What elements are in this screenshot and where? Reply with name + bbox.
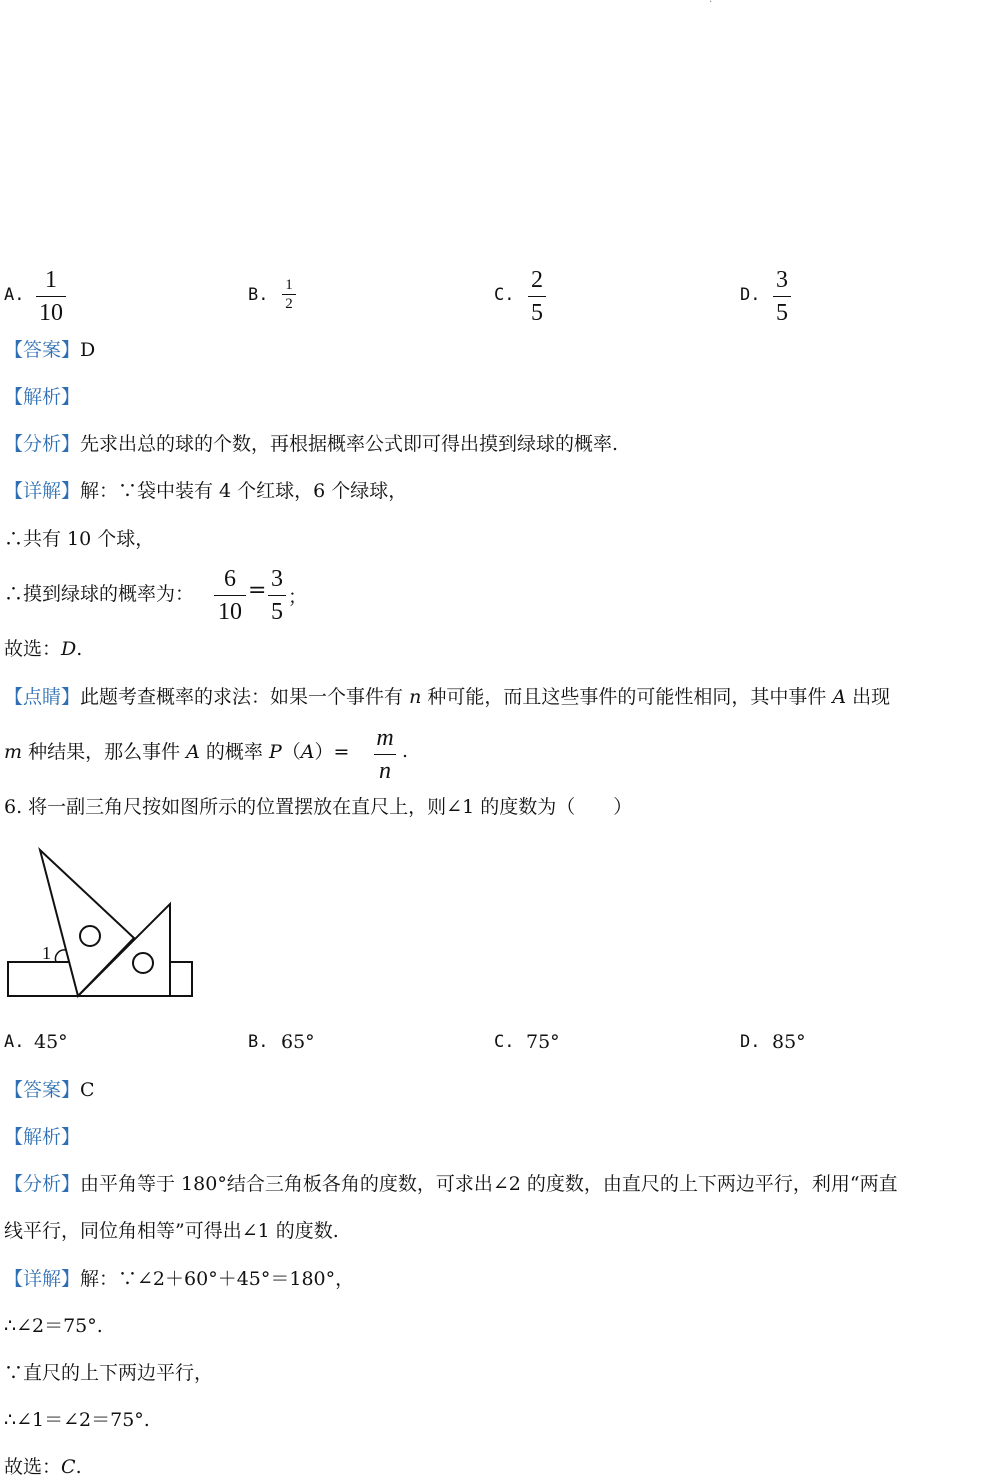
q5-step2-fraction2 (268, 565, 286, 626)
q6-option-a-label: A. (4, 1032, 25, 1052)
dianjing-text-a: 此题考查概率的求法：如果一个事件有 (80, 686, 410, 708)
step2-prefix: ∴摸到绿球的概率为： (4, 583, 195, 605)
dianjing2-text-b: 的概率 (199, 741, 269, 763)
q5-choose-line (4, 637, 82, 661)
q5-option-b-label: B. (248, 285, 269, 305)
fraction-numerator: 6 (224, 566, 236, 592)
fraction-numerator: 1 (45, 267, 57, 293)
q6-fenxi-line2: 线平行，同位角相等”可得出∠1 的度数. (4, 1220, 339, 1242)
fraction-denominator: 2 (285, 296, 293, 312)
q5-step1: ∴共有 10 个球， (4, 528, 155, 550)
fenxi-tag: 【分析】 (4, 1173, 81, 1195)
q6-xiangjie-line (4, 1267, 354, 1291)
q6-fenxi-line1 (4, 1172, 898, 1196)
dianjing2-P: P (268, 741, 282, 763)
choose-prefix: 故选： (4, 638, 62, 660)
fraction-bar (214, 595, 246, 596)
q5-xiangjie-line (4, 479, 407, 503)
dianjing-text-b: 种可能，而且这些事件的可能性相同，其中事件 (421, 686, 833, 708)
q5-option-d-label: D. (740, 285, 761, 305)
xiangjie-text: 解：∵∠2＋60°＋45°＝180°， (80, 1268, 355, 1290)
dianjing2-text-d: ）= (314, 741, 350, 763)
q5-step2-suffix: ； (288, 586, 308, 608)
choose-value: D (61, 638, 77, 660)
dianjing-tag: 【点睛】 (4, 686, 81, 708)
fraction-denominator: 5 (531, 300, 543, 326)
q6-choose-line (4, 1455, 82, 1479)
fraction-bar (374, 754, 396, 755)
q5-step2 (4, 582, 194, 606)
q6-step1: ∴∠2＝75°. (4, 1315, 103, 1337)
dianjing2-text-c: （ (281, 741, 301, 763)
q5-answer-line (4, 338, 95, 362)
q5-dianjing-line (4, 685, 890, 709)
q5-option-c-label: C. (494, 285, 515, 305)
choose-suffix: . (76, 638, 83, 660)
q5-fenxi-line (4, 432, 618, 456)
answer-tag: 【答案】 (4, 1079, 81, 1101)
fraction-denominator: 10 (39, 300, 63, 326)
q5-option-b-fraction (282, 277, 296, 312)
q5-option-a-fraction (36, 266, 66, 327)
choose-suffix: . (75, 1456, 82, 1478)
fraction-bar (528, 296, 546, 297)
fraction-denominator: 10 (218, 599, 242, 625)
q5-dianjing-line2 (4, 740, 349, 764)
dianjing-n: n (409, 686, 422, 708)
fraction-denominator: 5 (776, 300, 788, 326)
fraction-numerator: m (376, 725, 394, 751)
q6-answer-line (4, 1078, 95, 1102)
choose-value: C (61, 1456, 76, 1478)
fraction-bar (36, 296, 66, 297)
q6-option-c-value: 75° (526, 1031, 560, 1053)
fenxi-text1: 由平角等于 180°结合三角板各角的度数，可求出∠2 的度数，由直尺的上下两边平行，利用“两直 (80, 1173, 898, 1195)
fraction-numerator: 1 (285, 277, 293, 293)
q6-figure-triangles-ruler (6, 846, 198, 1002)
dianjing-A: A (832, 686, 847, 708)
dianjing2-A: A (186, 741, 200, 763)
fraction-bar (282, 294, 296, 295)
choose-prefix: 故选： (4, 1456, 62, 1478)
answer-value: C (80, 1079, 95, 1101)
fraction-numerator: 3 (271, 566, 283, 592)
dianjing2-text-a: 种结果，那么事件 (22, 741, 187, 763)
fraction-numerator: 2 (531, 267, 543, 293)
fraction-denominator: n (379, 758, 391, 784)
q5-dianjing-fraction (374, 724, 396, 785)
dianjing2-m: m (4, 741, 23, 763)
q5-dianjing-end: . (402, 740, 409, 762)
xiangjie-text: 解：∵袋中装有 4 个红球，6 个绿球， (80, 480, 408, 502)
q6-step2: ∵直尺的上下两边平行， (4, 1362, 214, 1384)
q6-option-d-value: 85° (772, 1031, 806, 1053)
xiangjie-tag: 【详解】 (4, 480, 81, 502)
fenxi-text: 先求出总的球的个数，再根据概率公式即可得出摸到绿球的概率. (80, 433, 619, 455)
q6-option-d-label: D. (740, 1032, 761, 1052)
dianjing2-A2: A (300, 741, 315, 763)
q5-option-a-label: A. (4, 285, 25, 305)
angle-1-arc (55, 950, 66, 962)
fraction-bar (268, 595, 286, 596)
fraction-denominator: 5 (271, 599, 283, 625)
q5-option-c-fraction (528, 266, 546, 327)
q6-option-b-label: B. (248, 1032, 269, 1052)
angle-1-label: 1 (42, 943, 51, 963)
answer-value: D (80, 339, 96, 361)
answer-tag: 【答案】 (4, 339, 81, 361)
fraction-numerator: 3 (776, 267, 788, 293)
q5-analysis-tag: 【解析】 (4, 386, 81, 408)
q5-step2-equals: = (248, 578, 267, 603)
q6-step3: ∴∠1＝∠2＝75°. (4, 1409, 150, 1431)
q6-option-b-value: 65° (281, 1031, 315, 1053)
xiangjie-tag: 【详解】 (4, 1268, 81, 1290)
q5-step2-fraction1 (214, 565, 246, 626)
q6-option-a-value: 45° (34, 1031, 68, 1053)
q5-option-d-fraction (773, 266, 791, 327)
page-dot (709, 0, 712, 5)
q6-option-c-label: C. (494, 1032, 515, 1052)
q6-question: 6. 将一副三角尺按如图所示的位置摆放在直尺上，则∠1 的度数为（ ） (4, 796, 633, 818)
fenxi-tag: 【分析】 (4, 433, 81, 455)
q6-analysis-tag: 【解析】 (4, 1126, 81, 1148)
fraction-bar (773, 296, 791, 297)
dianjing-text-c: 出现 (846, 686, 891, 708)
